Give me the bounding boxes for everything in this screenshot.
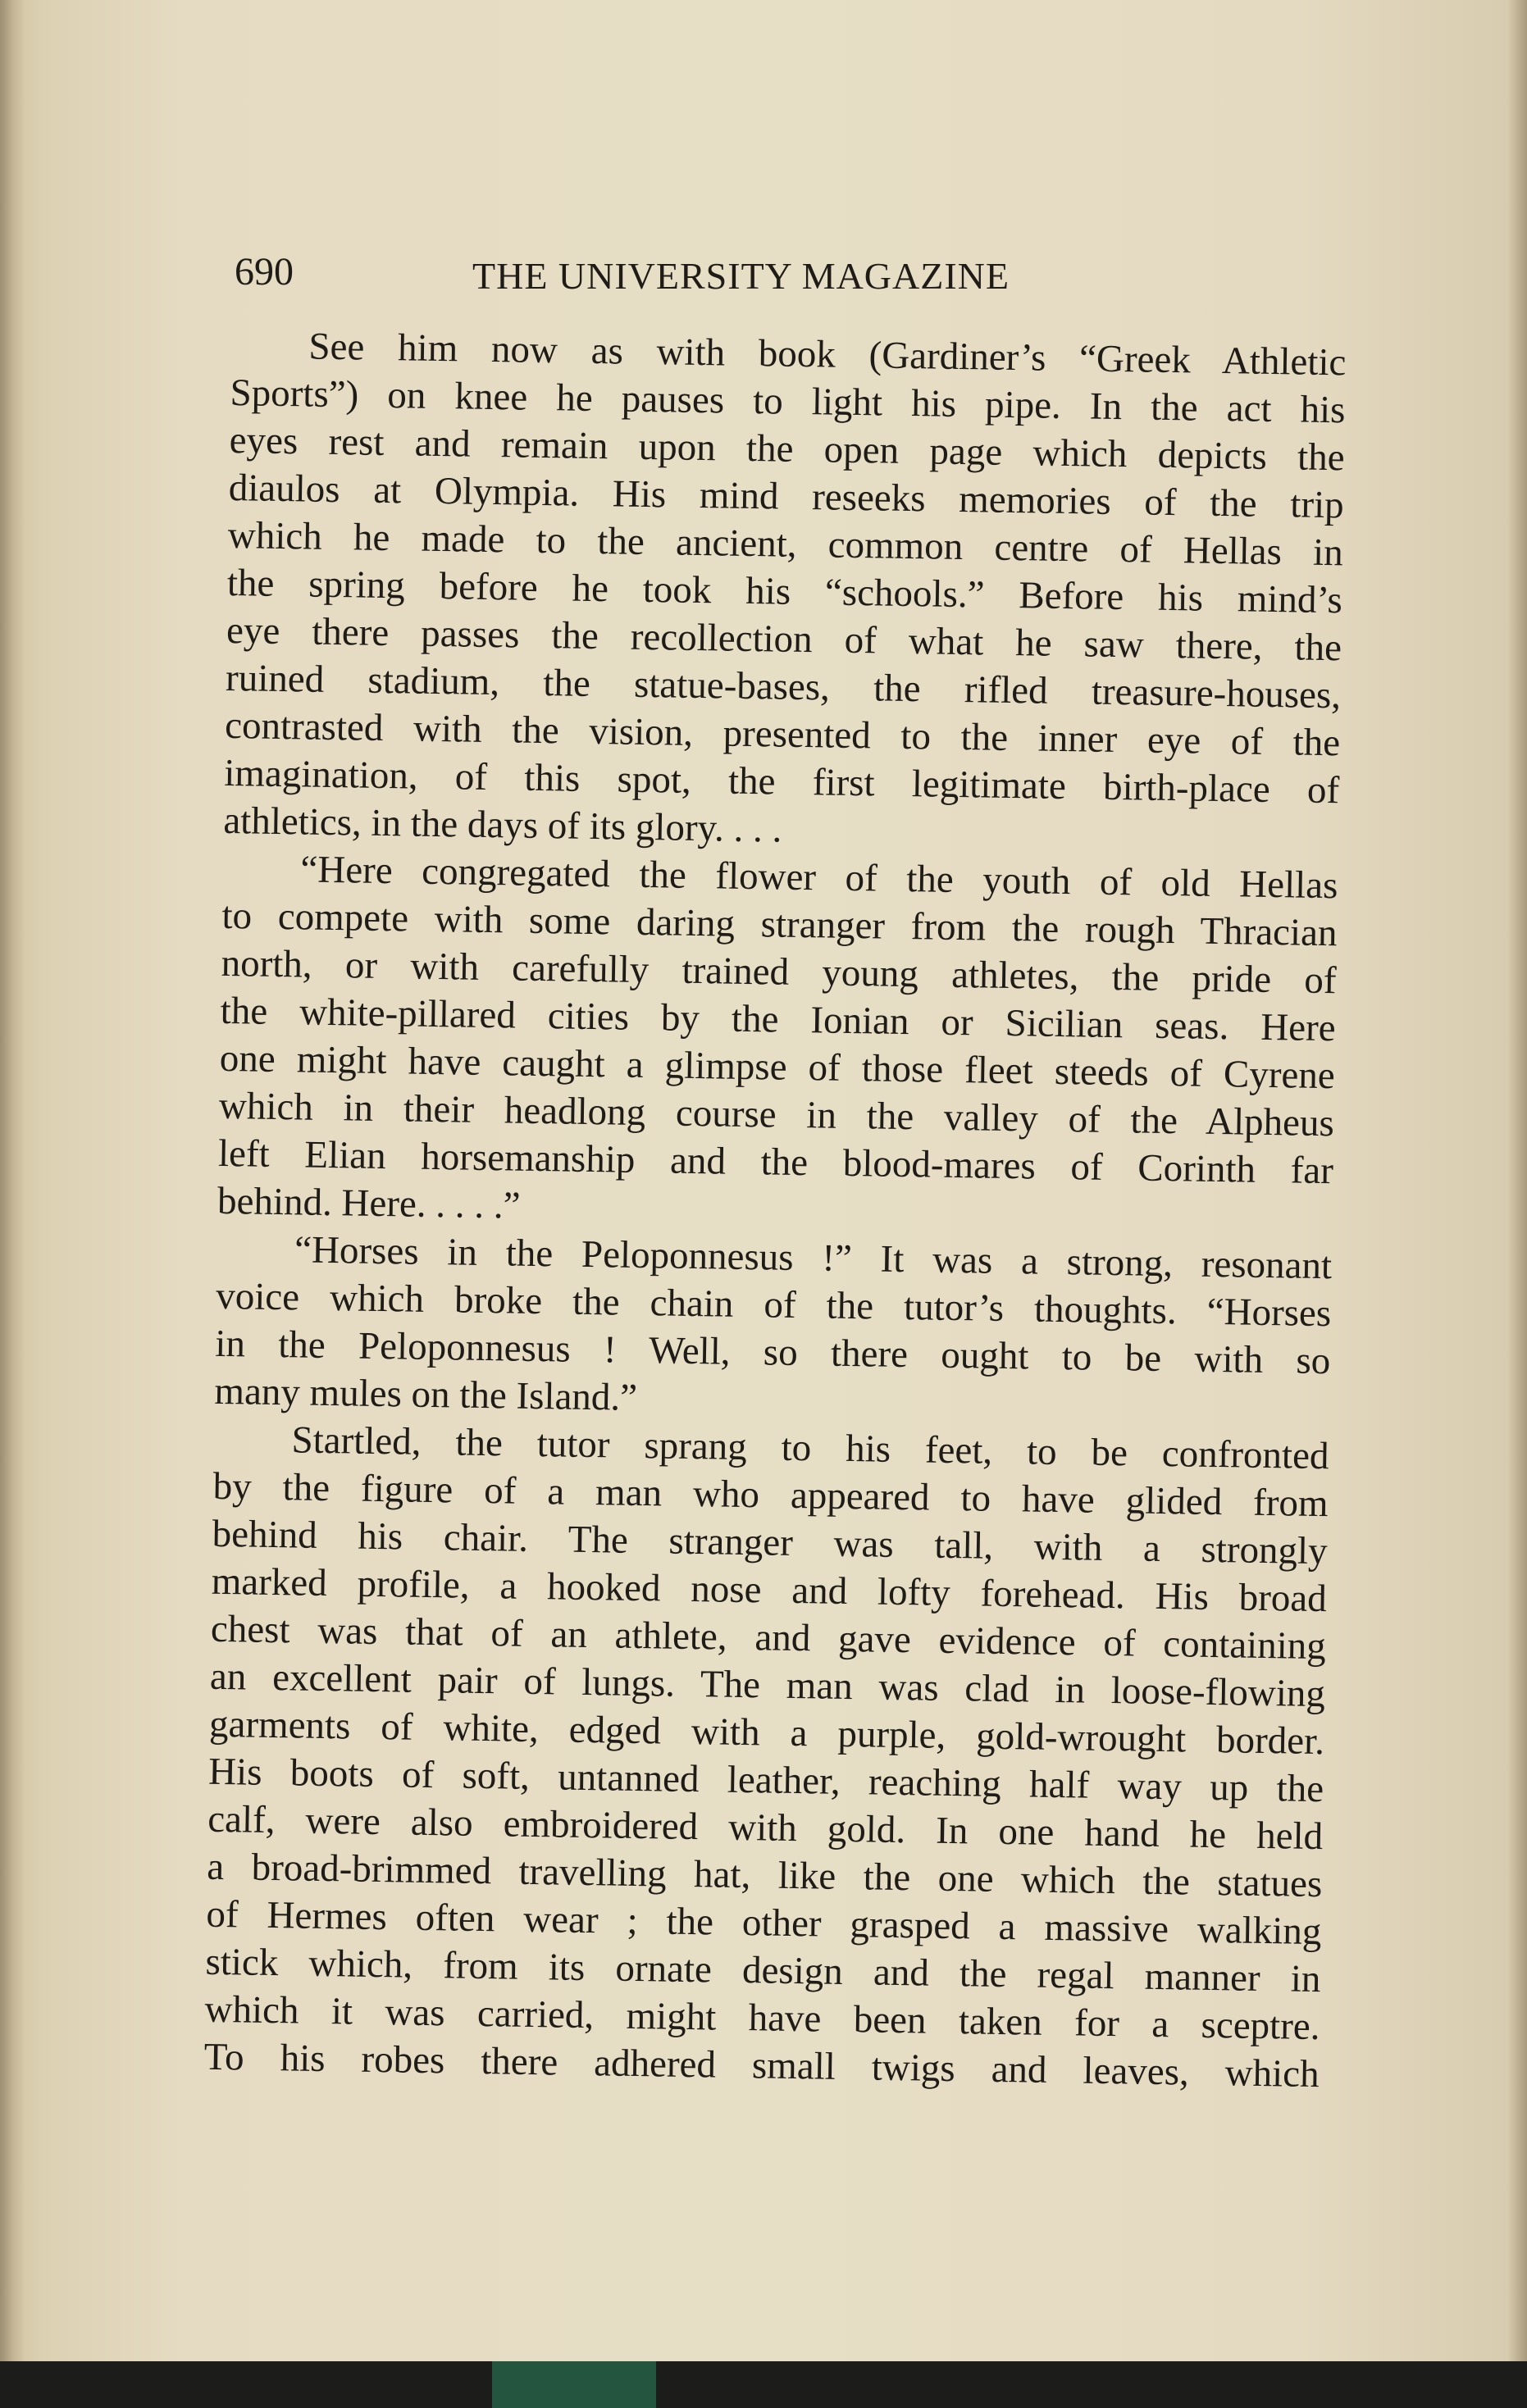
text-line: of Hermes often wear ; the other grasped a massive walking: [206, 1892, 1322, 1954]
page-right-shadow: [1507, 0, 1527, 2361]
text-line: the spring before he took his “schools.” Before his mind’s: [226, 561, 1343, 622]
book-binding: [0, 2361, 1527, 2408]
text-line: diaulos at Olympia. His mind reseeks memories of the trip: [228, 466, 1345, 527]
text-line: which he made to the ancient, common centre of Hellas in: [227, 513, 1344, 575]
paragraph-2: [217, 844, 1338, 1242]
text-line: His boots of soft, untanned leather, reaching half way up the: [207, 1750, 1324, 1811]
paragraph-1: [223, 321, 1347, 862]
text-line: many mules on the Island.”: [214, 1369, 638, 1419]
page-header: [235, 243, 1114, 308]
text-line: a broad-brimmed travelling hat, like the one which the statues: [206, 1845, 1323, 1906]
text-line: To his robes there adhered small twigs and leaves, which: [203, 2035, 1320, 2096]
text-line: eye there passes the recollection of what he saw there, the: [226, 608, 1342, 670]
page-number: 690: [235, 250, 294, 294]
text-line: an excellent pair of lungs. The man was clad in loose-flowing: [209, 1655, 1326, 1716]
body-text: [203, 321, 1347, 2098]
text-line: voice which broke the chain of the tutor’s thoughts. “Horses: [215, 1274, 1332, 1336]
text-line: “Here congregated the flower of the youth of old Hellas: [300, 848, 1338, 908]
text-line: behind his chair. The stranger was tall, with a strongly: [212, 1512, 1329, 1573]
paragraph-4: [203, 1415, 1329, 2098]
text-line: which in their headlong course in the valley of the Alpheus: [218, 1084, 1335, 1145]
text-line: eyes rest and remain upon the open page which depicts the: [229, 418, 1345, 480]
text-line: one might have caught a glimpse of those fleet steeds of Cyrene: [219, 1036, 1336, 1098]
text-line: Sports”) on knee he pauses to light his pipe. In the act his: [230, 371, 1346, 432]
page-left-edge: [0, 0, 25, 2361]
text-line: contrasted with the vision, presented to the inner eye of the: [224, 703, 1341, 765]
text-line: imagination, of this spot, the first legitimate birth-place of: [223, 751, 1340, 813]
text-line: garments of white, edged with a purple, gold-wrought border.: [208, 1702, 1325, 1764]
text-line: to compete with some daring stranger from the rough Thracian: [221, 894, 1338, 955]
text-line: stick which, from its ornate design and the regal manner in: [205, 1940, 1321, 2001]
text-line: “Horses in the Peloponnesus !” It was a strong, resonant: [294, 1228, 1333, 1288]
text-line: Startled, the tutor sprang to his feet, to be confronted: [291, 1418, 1329, 1478]
text-line: marked profile, a hooked nose and lofty forehead. His broad: [211, 1559, 1328, 1621]
text-line: the white-pillared cities by the Ionian or Sicilian seas. Here: [220, 989, 1337, 1050]
text-line: behind. Here. . . . .”: [217, 1179, 521, 1227]
text-line: ruined stadium, the statue-bases, the rifled treasure-houses,: [225, 656, 1342, 717]
text-line: in the Peloponnesus ! Well, so there ought to be with so: [215, 1322, 1331, 1383]
text-line: athletics, in the days of its glory. . . .: [223, 799, 782, 851]
text-line: left Elian horsemanship and the blood-mares of Corinth far: [217, 1131, 1334, 1193]
book-cover-green: [492, 2361, 656, 2408]
text-line: north, or with carefully trained young athletes, the pride of: [221, 941, 1337, 1003]
text-line: by the figure of a man who appeared to have glided from: [212, 1464, 1329, 1526]
text-line: chest was that of an athlete, and gave evidence of containing: [210, 1607, 1327, 1668]
running-title: THE UNIVERSITY MAGAZINE: [472, 255, 1010, 297]
text-line: See him now as with book (Gardiner’s “Greek Athletic: [308, 325, 1347, 385]
paragraph-3: [214, 1225, 1332, 1432]
text-line: which it was carried, might have been taken for a sceptre.: [204, 1987, 1320, 2049]
text-line: calf, were also embroidered with gold. In one hand he held: [207, 1797, 1324, 1859]
